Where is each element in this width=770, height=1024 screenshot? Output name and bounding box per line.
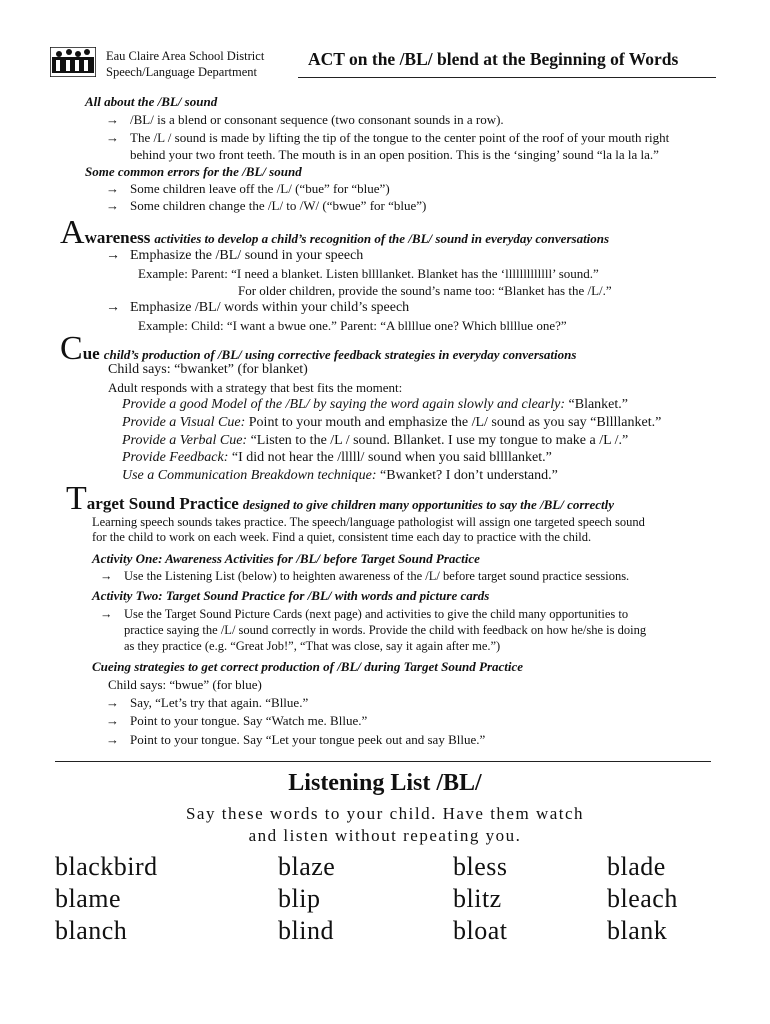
- list-word: blame: [55, 884, 122, 913]
- list-word: blade: [607, 852, 666, 881]
- awareness-example-1: Example: Parent: “I need a blanket. Listen bllllanket. Blanket has the ‘lllllllllllll’ sound.”: [138, 266, 599, 281]
- district-logo: [50, 47, 96, 77]
- arrow-right-icon: →: [106, 248, 120, 263]
- district-line-1: Eau Claire Area School District: [106, 49, 265, 63]
- arrow-right-icon: →: [100, 569, 113, 583]
- section-divider: [55, 761, 711, 762]
- target-intro-1: Learning speech sounds takes practice. The speech/language pathologist will assign one targeted speech sound: [92, 515, 645, 529]
- cueing-child-says: Child says: “bwue” (for blue): [108, 677, 262, 692]
- activity-one-item: → Use the Listening List (below) to heighten awareness of the /L/ before target sound practice sessions.: [100, 569, 630, 583]
- arrow-right-icon: →: [106, 713, 119, 728]
- awareness-item-2: → Emphasize /BL/ words within your child’s speech: [106, 300, 410, 315]
- errors-item-1: → Some children leave off the /L/ (“bue” for “blue”): [106, 181, 390, 196]
- list-word: blackbird: [55, 852, 158, 881]
- cueing-item-3: → Point to your tongue. Say “Let your tongue peek out and say Bllue.”: [106, 732, 486, 747]
- listening-list-title: Listening List /BL/: [288, 770, 482, 796]
- listening-list-sub-2: and listen without repeating you.: [248, 826, 522, 845]
- cue-desc: child’s production of /BL/ using corrective feedback strategies in everyday conversations: [103, 347, 577, 362]
- cue-heading: [60, 332, 576, 366]
- cueing-item-1: → Say, “Let’s try that again. “Bllue.”: [106, 695, 309, 710]
- list-word: bleach: [607, 884, 678, 913]
- activity-two-item-3: as they practice (e.g. “Great Job!”, “That was close, say it again after me.”): [124, 639, 501, 653]
- cue-adult-responds: Adult responds with a strategy that best fits the moment:: [108, 380, 403, 395]
- list-word: blip: [278, 884, 321, 913]
- list-word: bless: [453, 852, 508, 881]
- arrow-right-icon: →: [106, 732, 119, 747]
- activity-one-heading: Activity One: Awareness Activities for /BL/ before Target Sound Practice: [92, 551, 480, 566]
- awareness-item-1: → Emphasize the /BL/ sound in your speech: [106, 248, 364, 263]
- list-word: blank: [607, 916, 668, 945]
- about-heading: All about the /BL/ sound: [85, 94, 218, 109]
- arrow-right-icon: →: [106, 181, 119, 196]
- target-heading: [66, 482, 614, 516]
- target-word: arget Sound Practice: [86, 494, 239, 513]
- errors-heading: Some common errors for the /BL/ sound: [85, 164, 302, 179]
- activity-two-item-1: → Use the Target Sound Picture Cards (next page) and activities to give the child many opportunities to: [100, 607, 629, 621]
- awareness-desc: activities to develop a child’s recognition of the /BL/ sound in everyday conversations: [154, 231, 610, 246]
- awareness-example-1b: For older children, provide the sound’s name too: “Blanket has the /L/.”: [238, 283, 612, 298]
- list-word: blind: [278, 916, 334, 945]
- arrow-right-icon: →: [106, 112, 119, 127]
- target-letter: T: [66, 480, 87, 517]
- arrow-right-icon: →: [106, 130, 119, 145]
- header-divider: [298, 77, 716, 78]
- list-word: blaze: [278, 852, 336, 881]
- cue-letter: C: [60, 330, 83, 367]
- list-word: blanch: [55, 916, 128, 945]
- district-line-2: Speech/Language Department: [106, 65, 257, 79]
- cue-word: ue: [82, 344, 100, 363]
- cueing-item-2: → Point to your tongue. Say “Watch me. Bllue.”: [106, 713, 368, 728]
- errors-item-2: → Some children change the /L/ to /W/ (“bwue” for “blue”): [106, 198, 427, 213]
- list-word: blitz: [453, 884, 502, 913]
- list-word: bloat: [453, 916, 508, 945]
- awareness-example-2: Example: Child: “I want a bwue one.” Parent: “A bllllue one? Which bllllue one?”: [138, 318, 567, 333]
- cue-strategy-feedback: Provide Feedback: “I did not hear the /lllll/ sound when you said bllllanket.”: [122, 450, 552, 465]
- arrow-right-icon: →: [106, 695, 119, 710]
- arrow-right-icon: →: [106, 300, 120, 315]
- cue-strategy-verbal: Provide a Verbal Cue: “Listen to the /L / sound. Bllanket. I use my tongue to make a /L /.”: [122, 433, 629, 448]
- district-name: [106, 48, 264, 80]
- listening-list-sub-1: Say these words to your child. Have them watch: [185, 804, 585, 823]
- awareness-word: wareness: [84, 228, 151, 247]
- cueing-heading: Cueing strategies to get correct production of /BL/ during Target Sound Practice: [92, 659, 524, 674]
- arrow-right-icon: →: [100, 607, 113, 621]
- awareness-letter: A: [60, 214, 85, 251]
- arrow-right-icon: →: [106, 198, 119, 213]
- activity-two-item-2: practice saying the /L/ sound correctly in words. Provide the child with feedback on how he/she is doing: [124, 623, 647, 637]
- page-title: ACT on the /BL/ blend at the Beginning of Words: [308, 49, 679, 69]
- awareness-heading: [60, 216, 609, 250]
- cue-strategy-model: Provide a good Model of the /BL/ by saying the word again slowly and clearly: “Blanket.”: [122, 397, 628, 412]
- cue-strategy-visual: Provide a Visual Cue: Point to your mouth and emphasize the /L/ sound as you say “Bllllanket.”: [122, 415, 662, 430]
- about-item-1: → /BL/ is a blend or consonant sequence (two consonant sounds in a row).: [106, 112, 504, 127]
- target-intro-2: for the child to work on each week. Find a quiet, consistent time each day to practice with the child.: [92, 530, 592, 544]
- target-desc: designed to give children many opportunities to say the /BL/ correctly: [242, 497, 615, 512]
- activity-two-heading: Activity Two: Target Sound Practice for /BL/ with words and picture cards: [92, 588, 490, 603]
- about-item-2: → The /L / sound is made by lifting the tip of the tongue to the center point of the roof of your mouth right: [106, 130, 670, 145]
- cue-child-says: Child says: “bwanket” (for blanket): [108, 362, 308, 377]
- cue-strategy-breakdown: Use a Communication Breakdown technique: “Bwanket? I don’t understand.”: [122, 468, 558, 483]
- about-item-2-cont: behind your two front teeth. The mouth is in an open position. This is the ‘singing’ sound “la la la la.”: [130, 147, 659, 162]
